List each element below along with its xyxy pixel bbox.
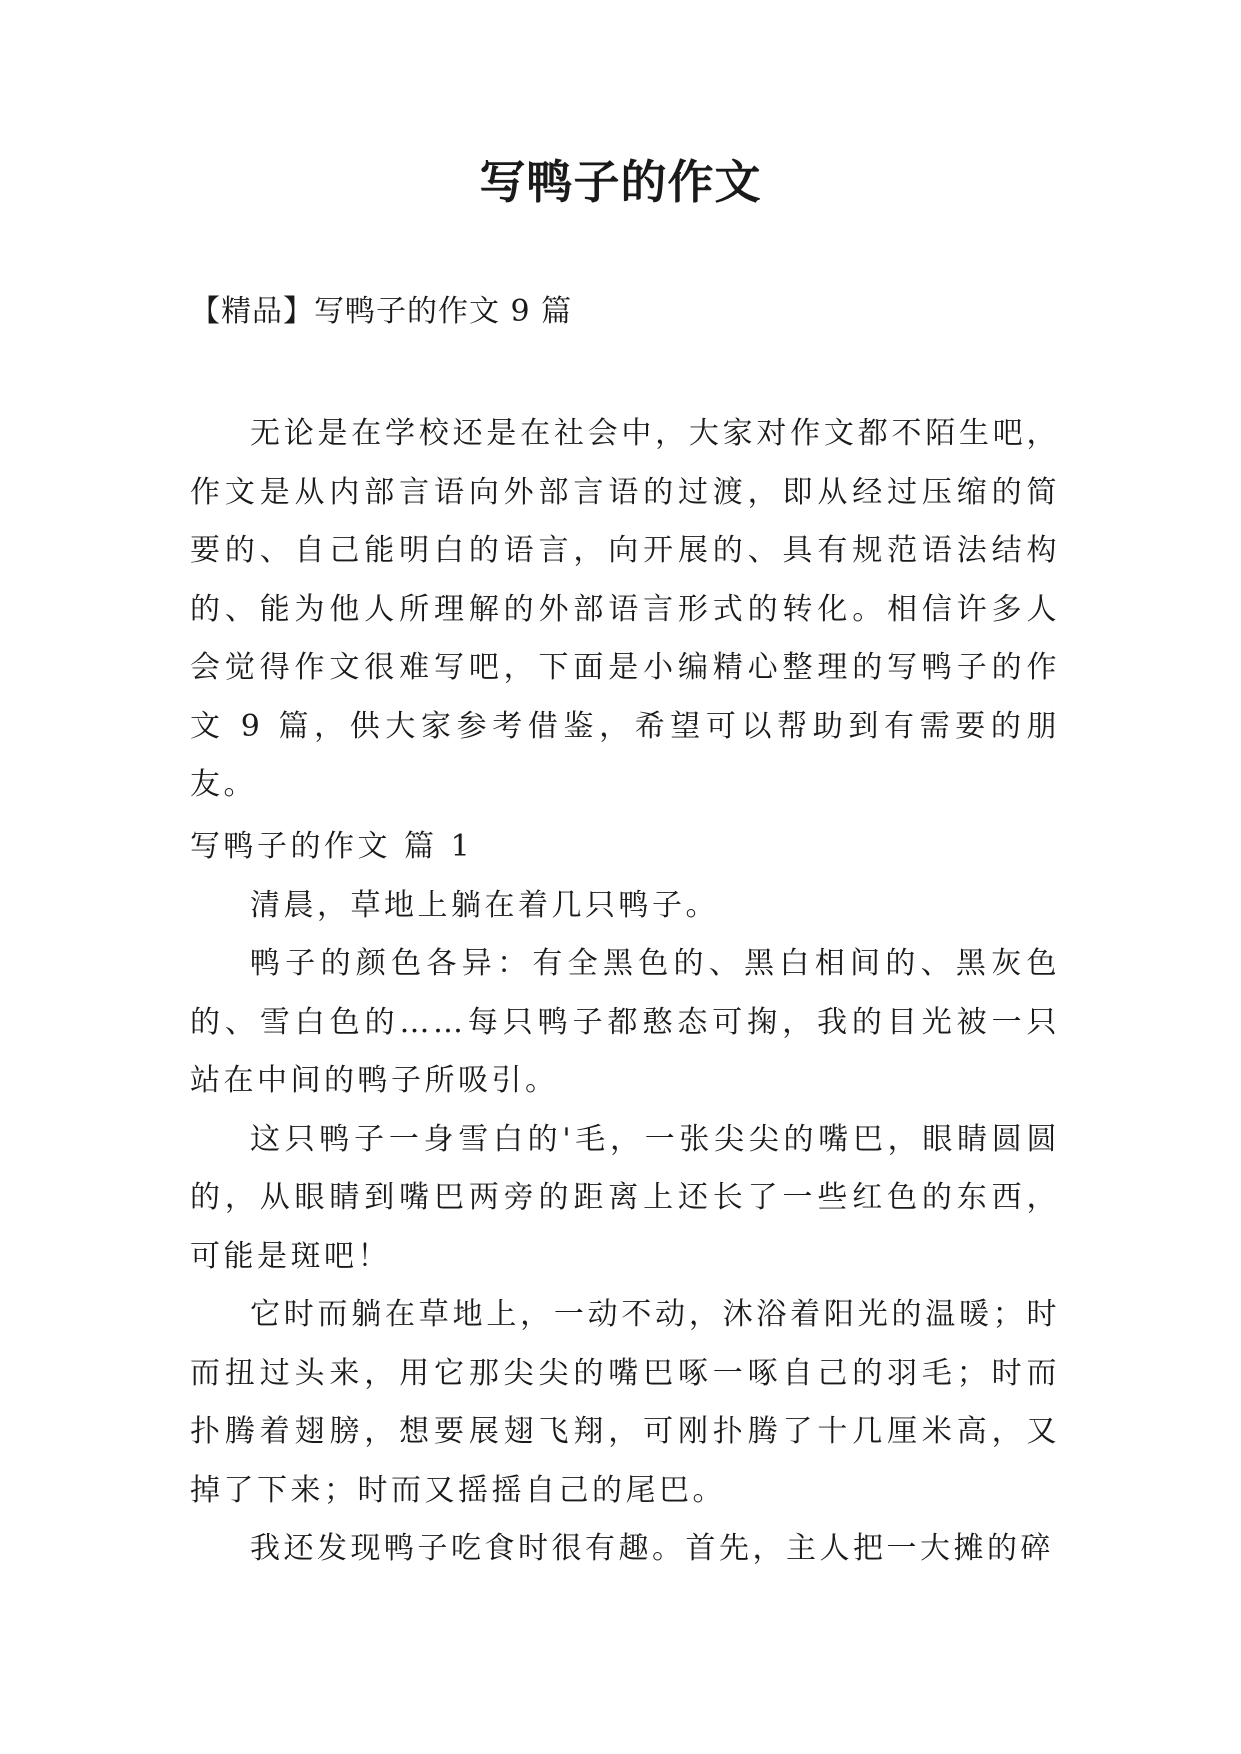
essay-paragraph: 这只鸭子一身雪白的'毛，一张尖尖的嘴巴，眼睛圆圆的，从眼睛到嘴巴两旁的距离上还长了一些红色的东西，可能是斑吧！ [190, 1121, 1060, 1274]
essay-paragraph: 它时而躺在草地上，一动不动，沐浴着阳光的温暖；时而扭过头来，用它那尖尖的嘴巴啄一啄自己的羽毛；时而扑腾着翅膀，想要展翅飞翔，可刚扑腾了十几厘米高，又掉了下来；时而又摇摇自己的尾巴。 [190, 1297, 1060, 1508]
essay-paragraph: 清晨，草地上躺在着几只鸭子。 [250, 887, 719, 923]
intro-paragraph: 无论是在学校还是在社会中，大家对作文都不陌生吧，作文是从内部言语向外部言语的过渡，即从经过压缩的简要的、自己能明白的语言，向开展的、具有规范语法结构的、能为他人所理解的外部语言形式的转化。相信许多人会觉得作文很难写吧，下面是小编精心整理的写鸭子的作文 9 篇，供大家参考借鉴，希望可以帮助到有需要的朋友。 [190, 416, 1060, 802]
essay-section [190, 818, 1060, 1579]
document-subtitle: 【精品】写鸭子的作文 9 篇 [190, 294, 573, 329]
essay-paragraph: 我还发现鸭子吃食时很有趣。首先，主人把一大摊的碎 [250, 1531, 1054, 1566]
essay-heading: 写鸭子的作文 篇 1 [190, 829, 474, 864]
intro-section [190, 405, 1060, 815]
document-title: 写鸭子的作文 [479, 155, 762, 209]
essay-paragraph: 鸭子的颜色各异：有全黑色的、黑白相间的、黑灰色的、雪白色的……每只鸭子都憨态可掬，我的目光被一只站在中间的鸭子所吸引。 [190, 946, 1060, 1098]
